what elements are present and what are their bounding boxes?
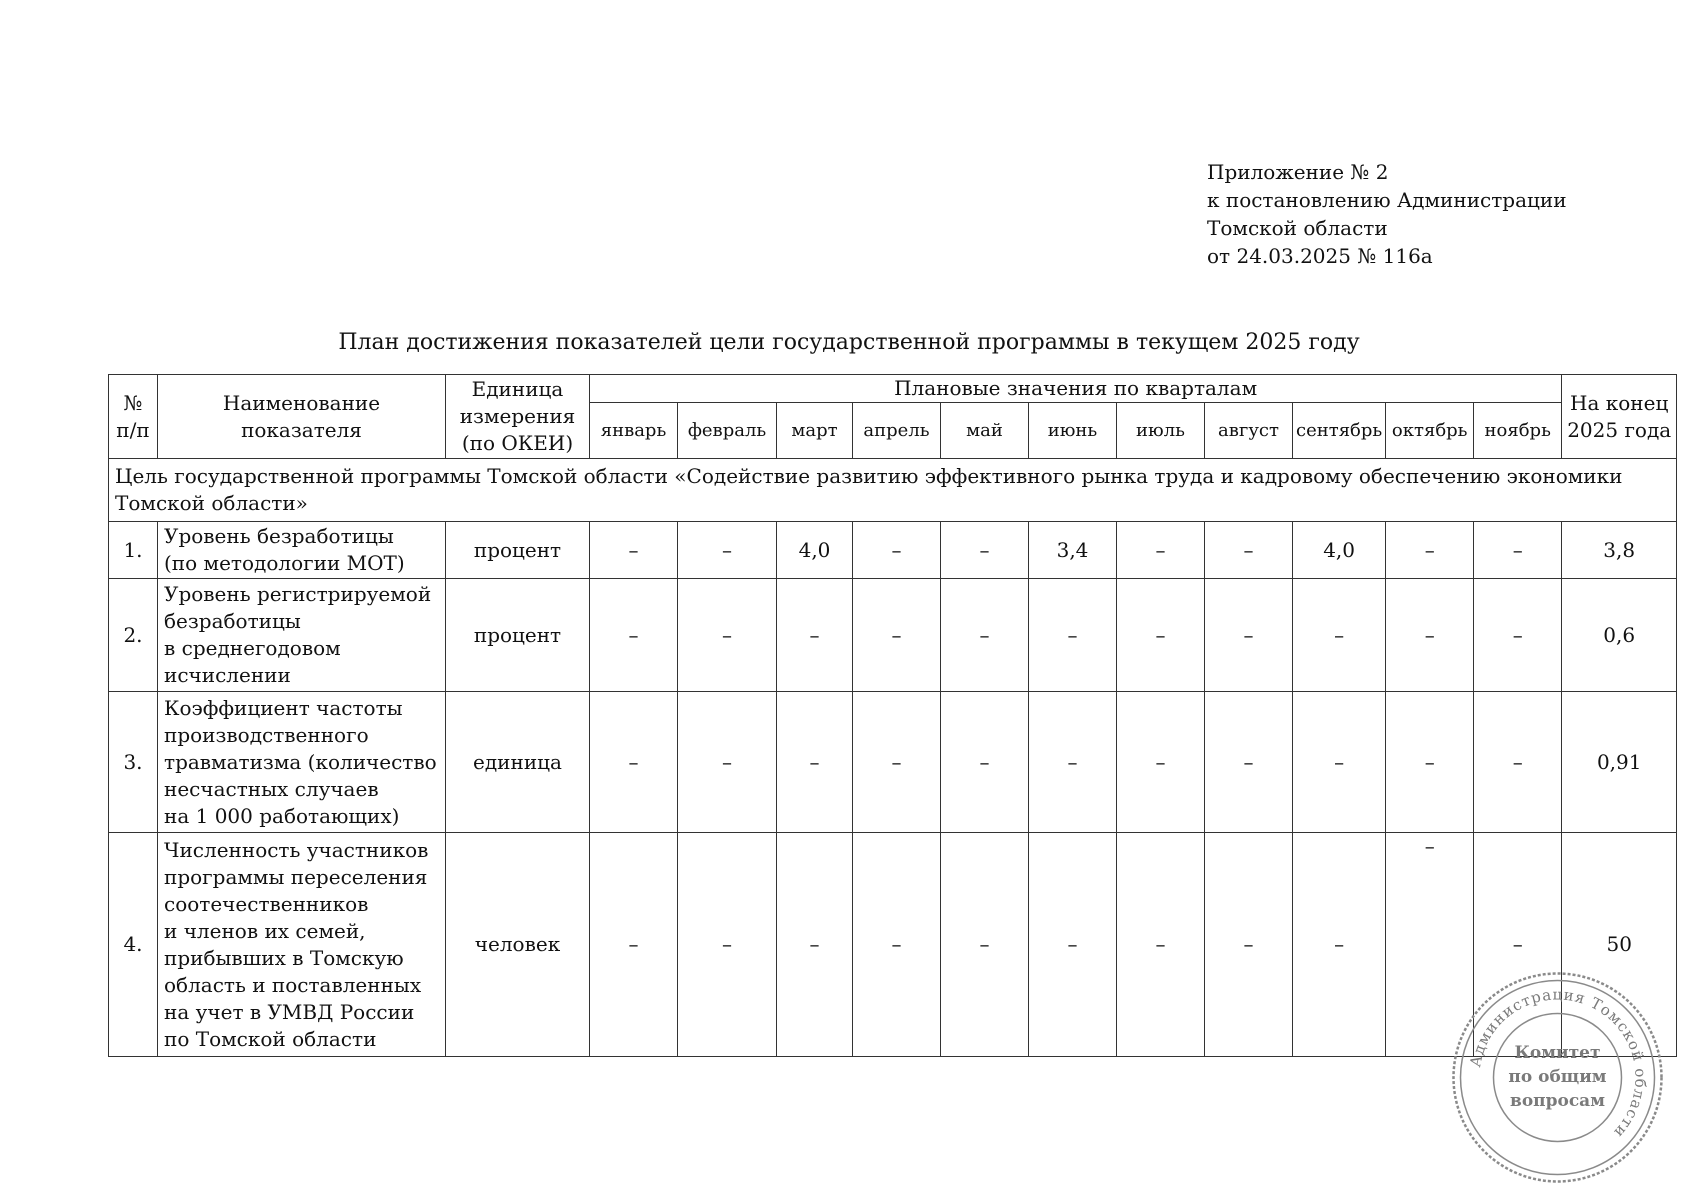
row-name-line: программы переселения — [164, 864, 428, 889]
appendix-line-1: Приложение № 2 — [1207, 160, 1389, 184]
row-end: 0,91 — [1562, 692, 1677, 833]
row-value: – — [1029, 833, 1117, 1057]
row-value: – — [678, 833, 777, 1057]
row-name — [158, 522, 446, 579]
row-value: – — [678, 579, 777, 692]
header-end: На конец 2025 года — [1562, 375, 1677, 459]
row-num: 4. — [109, 833, 158, 1057]
header-month-apr: апрель — [853, 403, 941, 459]
row-value: – — [941, 579, 1029, 692]
row-value: – — [1205, 833, 1293, 1057]
row-value: – — [1474, 692, 1562, 833]
row-value: – — [590, 579, 678, 692]
seal-line-3: вопросам — [1510, 1091, 1605, 1111]
row-name-line: несчастных случаев — [164, 776, 379, 801]
row-value: – — [678, 692, 777, 833]
row-value: – — [1293, 833, 1386, 1057]
row-unit: процент — [446, 579, 590, 692]
header-name: Наименование показателя — [158, 375, 446, 459]
row-unit: единица — [446, 692, 590, 833]
header-month-aug: август — [1205, 403, 1293, 459]
row-value: – — [1474, 579, 1562, 692]
header-planned: Плановые значения по кварталам — [590, 375, 1562, 403]
row-name-line: Уровень регистрируемой — [164, 582, 432, 606]
header-month-jan: январь — [590, 403, 678, 459]
official-seal — [1450, 970, 1665, 1185]
row-name — [158, 833, 446, 1057]
row-value: – — [777, 692, 853, 833]
row-value: – — [1386, 522, 1474, 579]
table-row — [109, 522, 1677, 579]
row-value: – — [590, 522, 678, 579]
appendix-block — [1207, 158, 1567, 270]
row-value: – — [1029, 692, 1117, 833]
row-value: – — [1205, 692, 1293, 833]
row-value: – — [678, 522, 777, 579]
header-num: № п/п — [109, 375, 158, 459]
appendix-line-2: к постановлению Администрации — [1207, 188, 1567, 212]
row-end: 0,6 — [1562, 579, 1677, 692]
row-name-line: Численность участников — [164, 837, 429, 862]
row-value: – — [1474, 833, 1562, 1057]
row-value: – — [853, 579, 941, 692]
row-num: 1. — [109, 522, 158, 579]
row-value: – — [1117, 833, 1205, 1057]
row-name-line: в среднегодовом — [164, 636, 341, 660]
header-month-may: май — [941, 403, 1029, 459]
row-name-line: травматизма (количество — [164, 749, 437, 774]
seal-line-1: Комитет — [1514, 1043, 1601, 1063]
plan-table — [108, 374, 1677, 1057]
row-value: – — [1293, 692, 1386, 833]
row-name-line: на 1 000 работающих) — [164, 803, 400, 828]
row-name-line: производственного — [164, 722, 369, 747]
row-value: – — [590, 692, 678, 833]
appendix-line-3: Томской области — [1207, 216, 1388, 240]
row-value: 4,0 — [1293, 522, 1386, 579]
row-value: – — [777, 833, 853, 1057]
row-value: – — [1386, 579, 1474, 692]
document-title: План достижения показателей цели государственной программы в текущем 2025 году — [338, 330, 1360, 355]
row-name-line: по Томской области — [164, 1026, 377, 1051]
row-end: 3,8 — [1562, 522, 1677, 579]
row-value: 3,4 — [1029, 522, 1117, 579]
row-name-line: на учет в УМВД России — [164, 999, 415, 1024]
seal-line-2: по общим — [1508, 1067, 1607, 1087]
row-value: – — [1117, 692, 1205, 833]
row-value: – — [1293, 579, 1386, 692]
header-month-jun: июнь — [1029, 403, 1117, 459]
header-unit: Единица измерения (по ОКЕИ) — [446, 375, 590, 459]
row-value: – — [1386, 692, 1474, 833]
appendix-line-4: от 24.03.2025 № 116а — [1207, 244, 1433, 268]
row-unit: человек — [446, 833, 590, 1057]
row-value: – — [777, 579, 853, 692]
row-value: – — [853, 692, 941, 833]
row-value: – — [1117, 522, 1205, 579]
header-month-mar: март — [777, 403, 853, 459]
row-value: – — [941, 692, 1029, 833]
row-name-line: Коэффициент частоты — [164, 695, 403, 720]
row-value: – — [590, 833, 678, 1057]
row-name-line: исчислении — [164, 663, 291, 687]
row-num: 2. — [109, 579, 158, 692]
row-num: 3. — [109, 692, 158, 833]
header-month-sep: сентябрь — [1293, 403, 1386, 459]
row-value: – — [853, 522, 941, 579]
row-value: – — [1117, 579, 1205, 692]
row-end: 50 — [1562, 833, 1677, 1057]
header-month-feb: февраль — [678, 403, 777, 459]
row-name-line: соотечественников — [164, 891, 369, 916]
table-row — [109, 833, 1677, 1057]
goal-row: Цель государственной программы Томской области «Содействие развитию эффективного рынка труда и кадровому обеспечению экономики Томской области» — [109, 459, 1677, 522]
row-value: 4,0 — [777, 522, 853, 579]
row-name-line: и членов их семей, — [164, 918, 366, 943]
row-name — [158, 692, 446, 833]
row-name-line: Уровень безработицы — [164, 524, 394, 548]
row-value: – — [1474, 522, 1562, 579]
row-name-line: область и поставленных — [164, 972, 422, 997]
table-row — [109, 692, 1677, 833]
seal-ring-text: Администрация Томской области — [1466, 985, 1650, 1142]
row-name-line: (по методологии МОТ) — [164, 551, 405, 575]
row-value: – — [853, 833, 941, 1057]
svg-text:Администрация Томской области — [1466, 985, 1649, 1141]
table-row — [109, 579, 1677, 692]
row-value: – — [1029, 579, 1117, 692]
row-value: – — [941, 833, 1029, 1057]
header-month-jul: июль — [1117, 403, 1205, 459]
row-name — [158, 579, 446, 692]
row-value: – — [1386, 833, 1474, 1057]
header-month-nov: ноябрь — [1474, 403, 1562, 459]
row-value: – — [1205, 579, 1293, 692]
header-month-oct: октябрь — [1386, 403, 1474, 459]
row-value: – — [1205, 522, 1293, 579]
row-value: – — [941, 522, 1029, 579]
row-unit: процент — [446, 522, 590, 579]
row-name-line: прибывших в Томскую — [164, 945, 404, 970]
row-name-line: безработицы — [164, 609, 301, 633]
